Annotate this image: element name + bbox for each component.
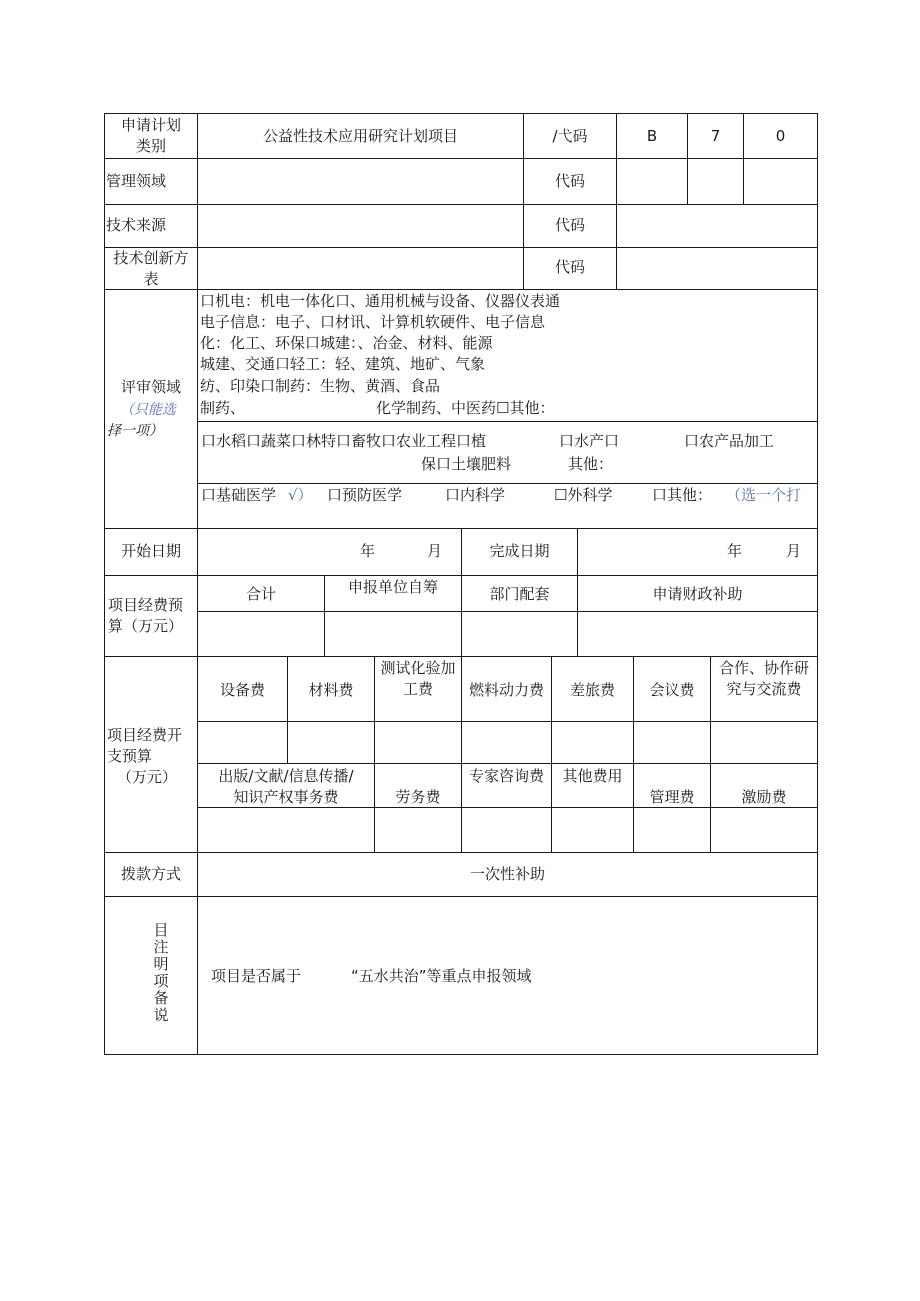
- exp-testing: [375, 658, 461, 700]
- plan-code-2: 7: [710, 127, 721, 145]
- review-field-note-line2: 择一项）: [107, 423, 163, 439]
- exp-equipment: 设备费: [219, 681, 265, 699]
- end-date-label: 完成日期: [489, 542, 550, 560]
- industry-line-4: 城建、交通口轻工：轻、建筑、地矿、气象: [200, 355, 486, 373]
- rule: [104, 158, 818, 159]
- exp-fuel-power: 燃料动力费: [468, 681, 544, 699]
- payment-label: 拨款方式: [120, 865, 181, 883]
- plan-category-code-label: /弋码: [552, 127, 588, 145]
- industry-line-5: 纺、印染口制药：生物、黄酒、食品: [200, 377, 441, 395]
- end-month: 月: [786, 542, 802, 560]
- med-internal: 口内科学: [445, 486, 506, 504]
- med-preventive: 口预防医学: [327, 486, 403, 504]
- exp-other: 其他费用: [562, 767, 623, 785]
- med-checkmark: √）: [288, 486, 313, 504]
- industry-line-6: 制药、: [200, 399, 246, 417]
- exp-cooperation-line2: 究与交流费: [726, 680, 802, 698]
- start-month: 月: [427, 542, 443, 560]
- innovation-label-line2: 表: [143, 270, 159, 288]
- exp-publication-line1: 出版/文献/信息传播/: [218, 767, 354, 785]
- expenditure-label-line2: 支预算: [107, 747, 153, 765]
- rule: [104, 1054, 818, 1055]
- tech-source-label: 技术来源: [106, 216, 167, 234]
- exp-meeting: 会议费: [649, 681, 695, 699]
- tech-source-code-label: 代码: [554, 216, 585, 234]
- exp-publication: [198, 766, 374, 808]
- exp-materials: 材料费: [308, 681, 354, 699]
- agri-line-1c: 口农产品加工: [684, 432, 775, 450]
- budget-label-line1: 项目经费预: [108, 596, 184, 614]
- med-surgery: ☐外科学: [554, 486, 613, 504]
- rule: [198, 611, 818, 612]
- industry-line-1: 口机电：机电一体化口、通用机械与设备、仪器仪表通: [200, 292, 561, 310]
- expenditure-label: [107, 725, 182, 788]
- exp-publication-line2: 知识产权事务费: [233, 788, 339, 806]
- budget-label-line2: 算（万元）: [108, 617, 184, 635]
- start-date-label: 开始日期: [120, 542, 181, 560]
- rule: [198, 483, 818, 484]
- rule: [287, 656, 288, 764]
- industry-line-3: 化：化工、环保口城建：、冶金、材料、能源: [200, 334, 493, 352]
- exp-cooperation-line1: 合作、协作研: [718, 659, 809, 677]
- med-other: 口其他：: [652, 486, 713, 504]
- rule: [104, 289, 818, 290]
- rule: [198, 763, 818, 764]
- exp-travel: 差旅费: [569, 681, 615, 699]
- start-year: 年: [360, 542, 376, 560]
- exp-incentive: 激励费: [741, 788, 787, 806]
- plan-category-value: 公益性技术应用研究计划项目: [262, 127, 458, 145]
- rule: [198, 721, 818, 722]
- end-year: 年: [727, 542, 743, 560]
- budget-label: [108, 595, 183, 637]
- remarks-text-a: 项目是否属于: [211, 967, 302, 985]
- plan-category-label-line2: 类别: [135, 137, 166, 155]
- med-note: （选一个打: [726, 486, 802, 504]
- expenditure-label-line1: 项目经费开: [107, 726, 183, 744]
- innovation-code-label: 代码: [554, 258, 585, 276]
- plan-category-label-line1: 申请计划: [120, 116, 181, 134]
- agri-line-2b: 其他：: [568, 455, 614, 473]
- review-field-note-line1: （只能选: [120, 402, 176, 418]
- innovation-label: [105, 248, 197, 290]
- rule: [198, 421, 818, 422]
- management-code-label: 代码: [554, 172, 585, 190]
- exp-management: 管理费: [649, 788, 695, 806]
- plan-category-label: [105, 115, 197, 157]
- innovation-label-line1: 技术创新方: [113, 249, 189, 267]
- plan-code-3: 0: [775, 127, 786, 145]
- exp-cooperation: [711, 658, 817, 700]
- exp-expert: 专家咨询费: [468, 767, 544, 785]
- review-field-label: 评审领域: [120, 378, 181, 396]
- agri-line-1a: 口水稻口蔬菜口林特口畜牧口农业工程口植: [201, 432, 487, 450]
- payment-value: 一次性补助: [469, 865, 545, 883]
- med-basic: 口基础医学: [201, 486, 277, 504]
- remarks-label: 目注明项备说: [153, 921, 169, 1024]
- budget-self-funded: 申报单位自筹: [347, 578, 438, 596]
- exp-labor: 劳务费: [395, 788, 441, 806]
- exp-testing-line2: 工费: [402, 680, 433, 698]
- rule: [104, 113, 818, 114]
- rule: [817, 113, 818, 1055]
- industry-line-7: 化学制药、中医药☐其他：: [376, 399, 555, 417]
- plan-code-1: B: [646, 127, 658, 145]
- budget-total: 合计: [245, 585, 276, 603]
- expenditure-label-line3: （万元）: [117, 768, 178, 786]
- budget-finance-subsidy: 申请财政补助: [652, 585, 743, 603]
- management-field-label: 管理领域: [106, 172, 167, 190]
- rule: [104, 204, 818, 205]
- industry-line-2: 电子信息：电子、口材讯、计算机软硬件、电子信息: [200, 313, 546, 331]
- remarks-text-b: “五水共治”等重点申报领域: [351, 967, 532, 985]
- exp-testing-line1: 测试化验加: [380, 659, 456, 677]
- rule: [104, 896, 818, 897]
- rule: [104, 247, 818, 248]
- agri-line-1b: 口水产口: [559, 432, 620, 450]
- budget-dept-match: 部门配套: [489, 585, 550, 603]
- agri-line-2a: 保口土壤肥料: [421, 455, 512, 473]
